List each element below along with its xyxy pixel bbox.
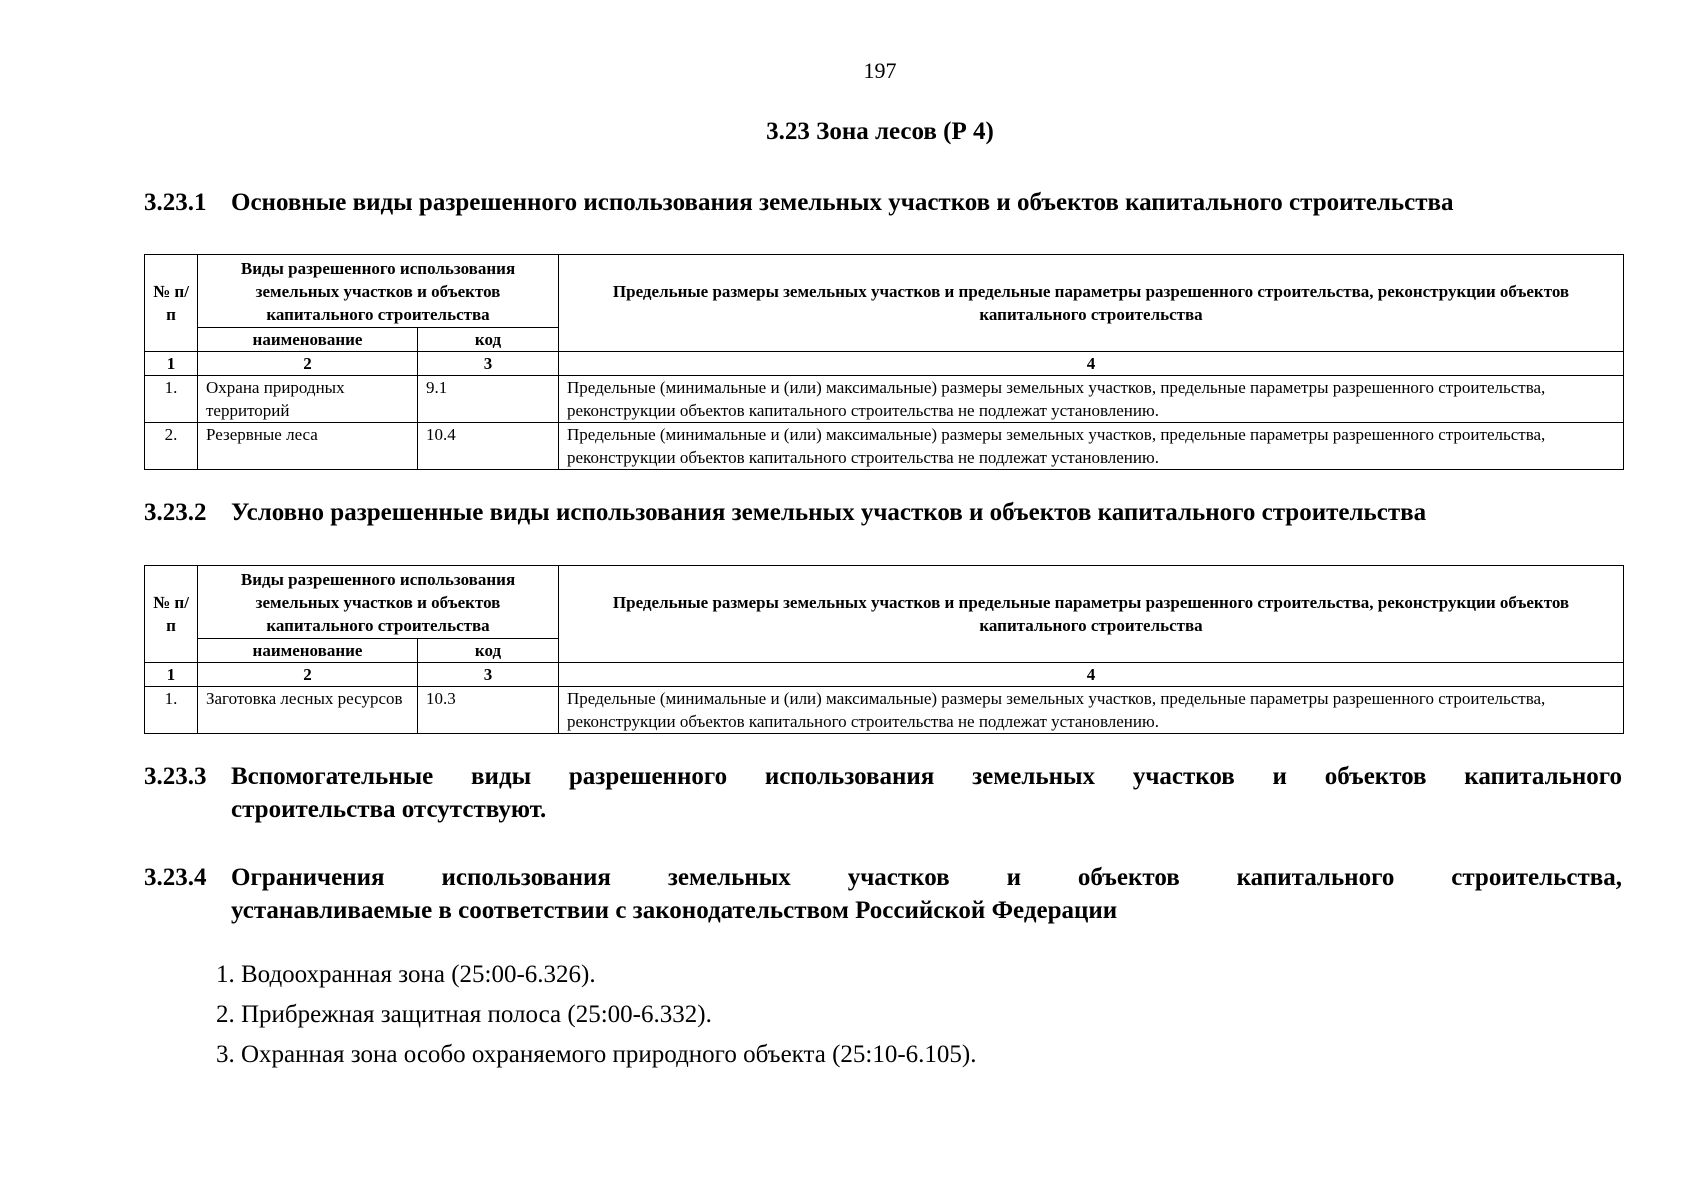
section-title-line: строительства отсутствуют. (231, 796, 547, 823)
zone-title: 3.23 Зона лесов (Р 4) (766, 118, 994, 145)
section-heading-3-23-2 (144, 496, 1622, 529)
section-title: Основные виды разрешенного использования земельных участков и объектов капитального строительства (231, 189, 1454, 216)
row-num: 1. (145, 376, 198, 423)
col-header-name: наименование (198, 328, 418, 352)
row-limits: Предельные (минимальные и (или) максимальные) размеры земельных участков, предельные параметры разрешенного строительства, реконструкции объектов капитального строительства не подлежат установлению. (559, 423, 1624, 470)
row-name: Резервные леса (198, 423, 418, 470)
section-number: 3.23.2 (144, 499, 207, 526)
section-heading-3-23-4 (144, 861, 1622, 927)
col-index: 3 (418, 352, 559, 376)
conditional-uses-table (144, 565, 1624, 734)
row-code: 9.1 (418, 376, 559, 423)
row-code: 10.3 (418, 687, 559, 734)
col-index: 1 (145, 663, 198, 687)
list-item: 1. Водоохранная зона (25:00-6.326). (216, 961, 596, 988)
permitted-uses-table (144, 254, 1624, 470)
row-name: Заготовка лесных ресурсов (198, 687, 418, 734)
table-row (145, 687, 1624, 734)
table-row (145, 376, 1624, 423)
row-name: Охрана природных территорий (198, 376, 418, 423)
list-item: 2. Прибрежная защитная полоса (25:00-6.332). (216, 1001, 712, 1028)
col-index: 4 (559, 352, 1624, 376)
section-title-line: Ограничения использования земельных участков и объектов капитального строительства, (231, 864, 1622, 891)
section-title: Условно разрешенные виды использования земельных участков и объектов капитального строительства (231, 499, 1427, 526)
col-header-limits: Предельные размеры земельных участков и предельные параметры разрешенного строительства, реконструкции объектов капитального строительства (559, 255, 1624, 352)
col-header-types: Виды разрешенного использования земельных участков и объектов капитального строительства (198, 566, 559, 639)
table-row (145, 423, 1624, 470)
restrictions-list (216, 955, 977, 1075)
col-header-limits: Предельные размеры земельных участков и предельные параметры разрешенного строительства, реконструкции объектов капитального строительства (559, 566, 1624, 663)
row-limits: Предельные (минимальные и (или) максимальные) размеры земельных участков, предельные параметры разрешенного строительства, реконструкции объектов капитального строительства не подлежат установлению. (559, 376, 1624, 423)
section-number: 3.23.3 (144, 763, 207, 790)
section-title-line: Вспомогательные виды разрешенного использования земельных участков и объектов капитального (231, 763, 1622, 790)
col-index: 2 (198, 663, 418, 687)
section-title-line: устанавливаемые в соответствии с законодательством Российской Федерации (231, 897, 1118, 924)
list-item: 3. Охранная зона особо охраняемого природного объекта (25:10-6.105). (216, 1041, 977, 1068)
section-heading-3-23-1 (144, 186, 1622, 219)
row-num: 2. (145, 423, 198, 470)
col-index: 2 (198, 352, 418, 376)
row-code: 10.4 (418, 423, 559, 470)
section-heading-3-23-3 (144, 760, 1622, 826)
col-header-code: код (418, 639, 559, 663)
section-number: 3.23.4 (144, 864, 207, 891)
row-limits: Предельные (минимальные и (или) максимальные) размеры земельных участков, предельные параметры разрешенного строительства, реконструкции объектов капитального строительства не подлежат установлению. (559, 687, 1624, 734)
section-number: 3.23.1 (144, 189, 207, 216)
col-index: 3 (418, 663, 559, 687)
section-title (231, 861, 1622, 927)
col-index: 1 (145, 352, 198, 376)
row-num: 1. (145, 687, 198, 734)
col-header-num: № п/п (145, 566, 198, 663)
col-header-name: наименование (198, 639, 418, 663)
page-number: 197 (863, 58, 897, 83)
col-index: 4 (559, 663, 1624, 687)
col-header-types: Виды разрешенного использования земельных участков и объектов капитального строительства (198, 255, 559, 328)
col-header-num: № п/п (145, 255, 198, 352)
col-header-code: код (418, 328, 559, 352)
section-title (231, 760, 1622, 826)
